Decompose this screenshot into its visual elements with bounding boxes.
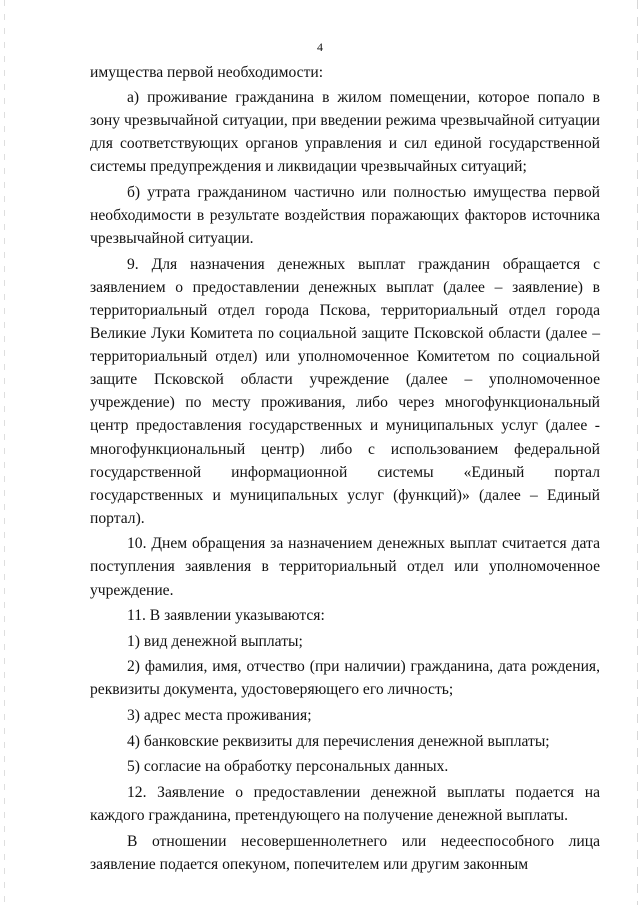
paragraph: В отношении несовершеннолетнего или недееспособного лица заявление подается опекуном, попечителем или другим законным bbox=[90, 832, 600, 873]
page-number: 4 bbox=[317, 40, 323, 54]
scan-edge-left bbox=[4, 0, 5, 905]
paragraph: б) утрата гражданином частично или полностью имущества первой необходимости в результате воздействия поражающих факторов источника чрезвычайной ситуации. bbox=[90, 183, 600, 248]
paragraph: 9. Для назначения денежных выплат гражданин обращается с заявлением о предоставлении денежных выплат (далее – заявление) в территориальный отдел города Пскова, территориальный отдел города Великие Луки Комитета по социальной защите Псковской области (далее – территориальный отдел) или уполномоченное Комитетом по социальной защите Псковской области учреждение (далее – уполномоченное учреждение) по месту проживания, либо через многофункциональный центр предоставления государственных и муниципальных услуг (далее - многофункциональный центр) либо с использованием федеральной государственной информационной системы «Единый портал государственных и муниципальных услуг (функций)» (далее – Единый портал). bbox=[90, 255, 600, 527]
paragraph: а) проживание гражданина в жилом помещении, которое попало в зону чрезвычайной ситуации, при введении режима чрезвычайной ситуации для соответствующих органов управления и сил единой государственной системы предупреждения и ликвидации чрезвычайных ситуаций; bbox=[90, 89, 600, 176]
paragraph: 12. Заявление о предоставлении денежной выплаты подается на каждого гражданина, претендующего на получение денежной выплаты. bbox=[90, 783, 600, 824]
paragraph: 1) вид денежной выплаты; bbox=[127, 632, 303, 650]
document-body bbox=[90, 58, 600, 876]
paragraph: имущества первой необходимости: bbox=[90, 63, 324, 81]
scan-edge-right bbox=[637, 0, 638, 905]
paragraph: 5) согласие на обработку персональных данных. bbox=[127, 758, 449, 776]
paragraph: 2) фамилия, имя, отчество (при наличии) гражданина, дата рождения, реквизиты документа, удостоверяющего его личность; bbox=[90, 658, 600, 699]
paragraph: 11. В заявлении указываются: bbox=[127, 607, 325, 625]
paragraph: 10. Днем обращения за назначением денежных выплат считается дата поступления заявления в территориальный отдел или уполномоченное учреждение. bbox=[90, 535, 600, 599]
paragraph: 4) банковские реквизиты для перечисления денежной выплаты; bbox=[127, 732, 550, 750]
paragraph: 3) адрес места проживания; bbox=[127, 707, 312, 725]
